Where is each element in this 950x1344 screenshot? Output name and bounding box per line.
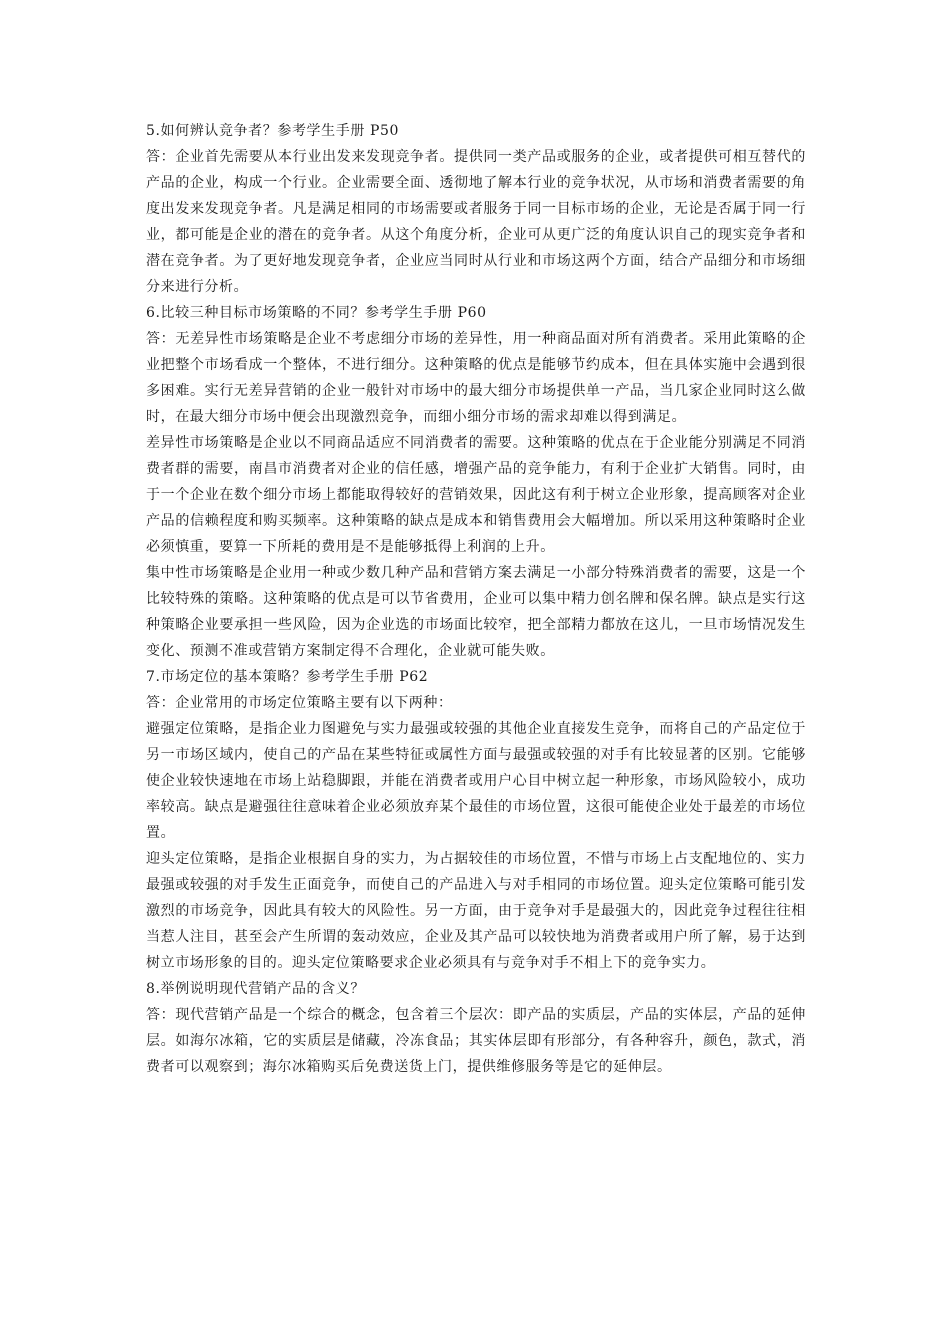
answer-paragraph: 差异性市场策略是企业以不同商品适应不同消费者的需要。这种策略的优点在于企业能分别满足不同消费者群的需要，南昌市消费者对企业的信任感，增强产品的竞争能力，有利于企业扩大销售。同时，由于一个企业在数个细分市场上都能取得较好的营销效果，因此这有利于树立企业形象，提高顾客对企业产品的信赖程度和购买频率。这种策略的缺点是成本和销售费用会大幅增加。所以采用这种策略时企业必须慎重，要算一下所耗的费用是不是能够抵得上利润的上升。 bbox=[146, 435, 806, 555]
answer-paragraph: 集中性市场策略是企业用一种或少数几种产品和营销方案去满足一小部分特殊消费者的需要，这是一个比较特殊的策略。这种策略的优点是可以节省费用，企业可以集中精力创名牌和保名牌。缺点是实行这种策略企业要承担一些风险，因为企业选的市场面比较窄，把全部精力都放在这儿，一旦市场情况发生变化、预测不准或营销方案制定得不合理化，企业就可能失败。 bbox=[146, 565, 806, 659]
answer-paragraph: 避强定位策略，是指企业力图避免与实力最强或较强的其他企业直接发生竞争，而将自己的产品定位于另一市场区域内，使自己的产品在某些特征或属性方面与最强或较强的对手有比较显著的区别。它能够使企业较快速地在市场上站稳脚跟，并能在消费者或用户心目中树立起一种形象，市场风险较小，成功率较高。缺点是避强往往意味着企业必须放弃某个最佳的市场位置，这很可能使企业处于最差的市场位置。 bbox=[146, 721, 806, 841]
answer-paragraph: 答：无差异性市场策略是企业不考虑细分市场的差异性，用一种商品面对所有消费者。采用此策略的企业把整个市场看成一个整体，不进行细分。这种策略的优点是能够节约成本，但在具体实施中会遇到很多困难。实行无差异营销的企业一般针对市场中的最大细分市场提供单一产品，当几家企业同时这么做时，在最大细分市场中便会出现激烈竞争，而细小细分市场的需求却难以得到满足。 bbox=[146, 331, 806, 425]
question-heading: 8.举例说明现代营销产品的含义？ bbox=[146, 981, 365, 997]
answer-paragraph: 迎头定位策略，是指企业根据自身的实力，为占据较佳的市场位置，不惜与市场上占支配地位的、实力最强或较强的对手发生正面竞争，而使自己的产品进入与对手相同的市场位置。迎头定位策略可能引发激烈的市场竞争，因此具有较大的风险性。另一方面，由于竞争对手是最强大的，因此竞争过程往往相当惹人注目，甚至会产生所谓的轰动效应，企业及其产品可以较快地为消费者或用户所了解，易于达到树立市场形象的目的。迎头定位策略要求企业必须具有与竞争对手不相上下的竞争实力。 bbox=[146, 851, 806, 971]
question-heading: 6.比较三种目标市场策略的不同？参考学生手册 P60 bbox=[146, 305, 487, 321]
question-heading: 5.如何辨认竞争者？参考学生手册 P50 bbox=[146, 123, 400, 139]
answer-paragraph: 答：企业首先需要从本行业出发来发现竞争者。提供同一类产品或服务的企业，或者提供可相互替代的产品的企业，构成一个行业。企业需要全面、透彻地了解本行业的竞争状况，从市场和消费者需要的角度出发来发现竞争者。凡是满足相同的市场需要或者服务于同一目标市场的企业，无论是否属于同一行业，都可能是企业的潜在的竞争者。从这个角度分析，企业可从更广泛的角度认识自己的现实竞争者和潜在竞争者。为了更好地发现竞争者，企业应当同时从行业和市场这两个方面，结合产品细分和市场细分来进行分析。 bbox=[146, 149, 806, 295]
answer-paragraph: 答：现代营销产品是一个综合的概念，包含着三个层次：即产品的实质层，产品的实体层，产品的延伸层。如海尔冰箱，它的实质层是储藏，冷冻食品；其实体层即有形部分，有各种容升，颜色，款式，消费者可以观察到；海尔冰箱购买后免费送货上门，提供维修服务等是它的延伸层。 bbox=[146, 1007, 806, 1075]
document-page bbox=[146, 118, 806, 1080]
question-heading: 7.市场定位的基本策略？参考学生手册 P62 bbox=[146, 669, 429, 685]
answer-paragraph: 答：企业常用的市场定位策略主要有以下两种： bbox=[146, 695, 453, 711]
